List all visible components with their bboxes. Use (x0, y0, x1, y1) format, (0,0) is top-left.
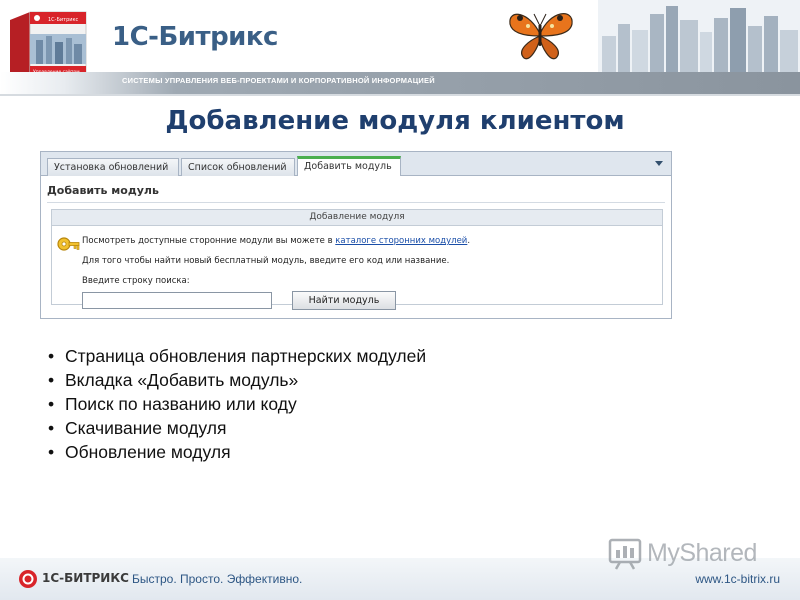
tab-install-updates[interactable]: Установка обновлений (47, 158, 179, 176)
brand-name: 1С-Битрикс (112, 22, 278, 52)
page-heading: Добавить модуль (47, 184, 159, 197)
bullet-item: • Обновление модуля (48, 440, 426, 464)
panel-title: Добавление модуля (52, 210, 662, 226)
catalog-hint-suffix: . (467, 236, 471, 246)
butterfly-icon (500, 4, 580, 64)
watermark-text: MyShared (647, 539, 757, 567)
bullet-item: • Страница обновления партнерских модулей (48, 344, 426, 368)
bullet-item: • Вкладка «Добавить модуль» (48, 368, 426, 392)
bullet-list (48, 344, 426, 464)
bullet-item: • Поиск по названию или коду (48, 392, 426, 416)
catalog-link[interactable]: каталоге сторонних модулей (335, 236, 468, 246)
add-module-panel (51, 209, 663, 305)
slide-header (0, 0, 800, 96)
myshared-logo-icon (608, 538, 642, 570)
footer-brand: 1С-БИТРИКС (42, 571, 129, 585)
key-icon (56, 232, 80, 256)
heading-divider (47, 202, 665, 203)
footer-slogan: Быстро. Просто. Эффективно. (132, 572, 303, 586)
slide-title: Добавление модуля клиентом (165, 106, 625, 136)
product-box-icon (8, 6, 90, 82)
search-label: Введите строку поиска: (82, 276, 190, 286)
header-divider (0, 94, 800, 96)
tabs-dropdown-icon[interactable] (655, 161, 663, 166)
tabs-bar (41, 152, 671, 176)
catalog-hint-prefix: Посмотреть доступные сторонние модули вы можете в (82, 236, 333, 246)
bitrix-logo-icon (18, 569, 38, 589)
footer-url[interactable]: www.1c-bitrix.ru (695, 572, 780, 586)
tab-add-module[interactable]: Добавить модуль (297, 156, 401, 177)
box-brand-text: 1С-Битрикс (48, 17, 79, 23)
search-input[interactable] (82, 292, 272, 309)
tab-updates-list[interactable]: Список обновлений (181, 158, 295, 176)
update-window (40, 151, 672, 319)
find-module-button[interactable]: Найти модуль (292, 291, 396, 310)
search-hint: Для того чтобы найти новый бесплатный модуль, введите его код или название. (82, 256, 450, 266)
myshared-watermark (604, 536, 784, 576)
city-skyline-icon (598, 0, 800, 72)
bullet-item: • Скачивание модуля (48, 416, 426, 440)
tab-content (41, 176, 671, 318)
catalog-hint (82, 236, 470, 246)
header-tagline: СИСТЕМЫ УПРАВЛЕНИЯ ВЕБ-ПРОЕКТАМИ И КОРПОРАТИВНОЙ ИНФОРМАЦИЕЙ (122, 76, 435, 85)
